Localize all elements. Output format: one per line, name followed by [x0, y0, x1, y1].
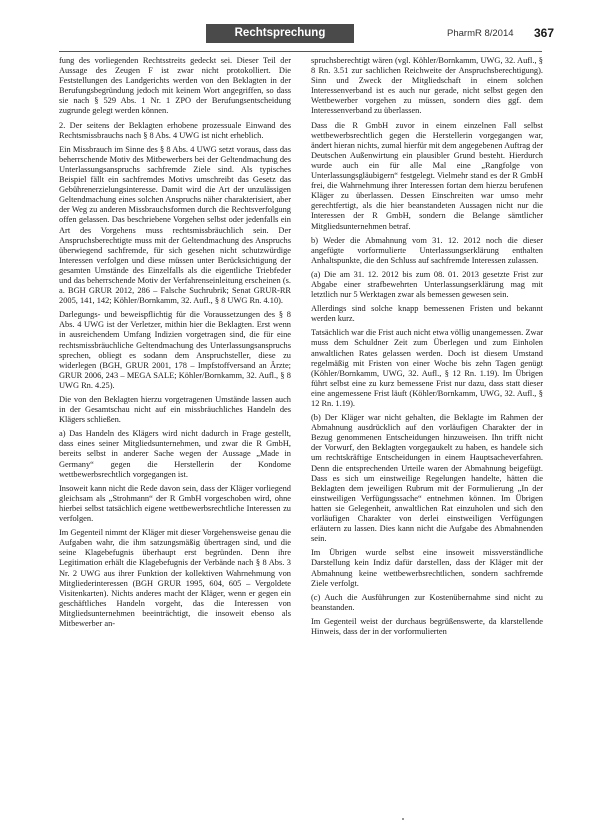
- paragraph: (c) Auch die Ausführungen zur Kostenübernahme sind nicht zu beanstanden.: [311, 592, 543, 612]
- paragraph: Insoweit kann nicht die Rede davon sein, dass der Kläger vorliegend gleichsam als „Strohmann“ der R GmbH vorgeschoben wird, ohne hierbei selbst tatsächlich eigene wettbewerbsrechtliche Interessen zu verfolgen.: [59, 483, 291, 524]
- paragraph: Darlegungs- und beweispflichtig für die Voraussetzungen des § 8 Abs. 4 UWG ist der Verletzer, mithin hier die Beklagten. Erst wenn in ausreichendem Umfang Indizien vorgetragen sind, die für eine rechtsmissbräuchliche Geltendmachung des Unterlassungsanspruchs sprechen, obliegt es sodann dem Anspruchsteller, diese zu widerlegen (BGH, GRUR 2001, 178 – Impfstoffversand an Ärzte; GRUR 2006, 243 – MEGA SALE; Köhler/Bornkamm, 32. Aufl., § 8 UWG Rn. 4.25).: [59, 310, 291, 390]
- paragraph: Tatsächlich war die Frist auch nicht etwa völlig unangemessen. Zwar muss dem Schuldner Zeit zum Überlegen und zum Einholen anwaltlichen Rates gelassen werden. Doch ist diesem Umstand regelmäßig mit Fristen von einer Woche bis zehn Tagen genügt (Köhler/Bornkamm, UWG, 32. Aufl., § 12 Rn. 1.19). Im Übrigen führt selbst eine zu kurz bemessene Frist nur dazu, dass statt dieser eine angemessene Frist läuft (Köhler/Bornkamm, UWG, 32. Aufl., § 12 Rn. 1.19).: [311, 328, 543, 408]
- left-column: [59, 56, 291, 816]
- paragraph: Dass die R GmbH zuvor in einem einzelnen Fall selbst wettbewerbsrechtlich gegen die Herstellerin vorgegangen war, ändert hieran nichts, zumal hierfür mit dem angegebenen Auftrag der Deutschen Außenwirtung ein plausibler Grund besteht. Hierdurch wurde auch ein für alle Mal eine „Rangfolge von Unterlassungsgläubigern“ festgelegt. Vielmehr stand es der R GmbH frei, die Wahrnehmung ihrer Interessen fortan dem hierzu berufenen Kläger zu überlassen. Dessen Einschreiten war umso mehr gerechtfertigt, als die hier beanstandeten Aussagen nicht nur die Interessen der R GmbH, sondern die Belange sämtlicher Mitgliedsunternehmen betraf.: [311, 120, 543, 231]
- paragraph: Allerdings sind solche knapp bemessenen Fristen und bekannt werden kurz.: [311, 304, 543, 324]
- paragraph: fung des vorliegenden Rechtsstreits gedeckt sei. Dieser Teil der Aussage des Zeugen F ist zwar nicht protokolliert. Die Feststellungen des Landgerichts werden von den Beklagten in der Berufungsbegründung jedoch mit keinem Wort angegriffen, so dass sie nach § 529 Abs. 1 Nr. 1 ZPO der Berufungsentscheidung zugrunde gelegt werden können.: [59, 56, 291, 116]
- paragraph: spruchsberechtigt wären (vgl. Köhler/Bornkamm, UWG, 32. Aufl., § 8 Rn. 3.51 zur sachlichen Reichweite der Anspruchsberechtigung). Sinn und Zweck der Mitgliedschaft in einem solchen Interessenverband ist es auch nur gerade, nicht selbst gegen den Wettbewerber vorgehen zu müssen, sondern dies ggf. dem Interessenverband zu überlassen.: [311, 56, 543, 116]
- paragraph: Im Übrigen wurde selbst eine insoweit missverständliche Darstellung kein Indiz dafür darstellen, dass der Kläger mit der Abmahnung keine wettbewerbsrechtlichen, sondern sachfremde Ziele verfolgt.: [311, 548, 543, 588]
- paragraph: (b) Der Kläger war nicht gehalten, die Beklagte im Rahmen der Abmahnung ausdrücklich auf den vorläufigen Charakter der in Bezug genommenen Entscheidungen hinzuweisen. Ihn trifft nicht der Vorwurf, den Beklagten vorgegaukelt zu haben, es handele sich um rechtskräftige Entscheidungen in einem Hauptsacheverfahren. Denn die entsprechenden Urteile waren der Abmahnung beigefügt. Dass es sich um einstweilige Regelungen handelte, hätten die Beklagten dem jeweiligen Rubrum mit der Formulierung „In der einstweiligen Verfügungssache“ entnehmen können. Im Übrigen hatten sie Gelegenheit, anwaltlichen Rat einzuholen und sich den vorläufigen Charakter von derlei einstweiligen Verfügungen erläutern zu lassen. Dies kann nicht die Aufgabe des Abmahnenden sein.: [311, 413, 543, 544]
- paragraph: 2. Der seitens der Beklagten erhobene prozessuale Einwand des Rechtsmissbrauchs nach § 8 Abs. 4 UWG ist nicht erheblich.: [59, 120, 291, 140]
- paragraph: Die von den Beklagten hierzu vorgetragenen Umstände lassen auch in der Gesamtschau nicht auf ein missbräuchliches Handeln des Klägers schließen.: [59, 395, 291, 425]
- paragraph: Im Gegenteil weist der durchaus begrüßenswerte, da klarstellende Hinweis, dass der in der vorformulierten: [311, 616, 543, 636]
- paragraph: Ein Missbrauch im Sinne des § 8 Abs. 4 UWG setzt voraus, dass das beherrschende Motiv des Mitbewerbers bei der Geltendmachung des Unterlassungsanspruchs sachfremde Ziele sind. Als typisches Beispiel fällt ein sachfremdes Motivs umschreibt das Gesetz das Gebührenerzielungsinteresse. Damit wird die Art der unzulässigen Geltendmachung eines solchen Anspruchs näher charakterisiert, aber der Weg zu anderen Missbrauchsformen durch die Rechtsverfolgung offen gelassen. Das beschriebene Vorgehen selbst oder jedenfalls ein Art des Vorgehens muss rechtsmissbräuchlich sein. Der Anspruchsberechtigte muss mit der Geltendmachung des Anspruchs überwiegend sachfremde, für sich gesehen nicht schutzwürdige Interessen verfolgen und diese müssen unter Berücksichtigung der gesamten Umstände des Einzelfalls als die eigentliche Triebfeder und das beherrschende Motiv der Verfahrenseinleitung erscheinen (s. a. BGH GRUR 2012, 286 – Falsche Suchrubrik; Senat GRUR-RR 2005, 141, 142; Köhler/Bornkamm, 32. Aufl., § 8 UWG Rn. 4.10).: [59, 144, 291, 306]
- page-number: 367: [534, 26, 555, 40]
- paragraph: b) Weder die Abmahnung vom 31. 12. 2012 noch die dieser angefügte vorformulierte Unterlassungserklärung enthalten Anhaltspunkte, die den Schluss auf sachfremde Interessen zulassen.: [311, 235, 543, 265]
- journal-reference: PharmR 8/2014: [447, 28, 514, 39]
- right-column: [311, 56, 543, 816]
- paragraph: Im Gegenteil nimmt der Kläger mit dieser Vorgehensweise genau die Aufgaben wahr, die ihm satzungsmäßig übertragen sind, und die seine Klagebefugnis überhaupt erst begründen. Denn ihre Legitimation erhält die Klagebefugnis der Verbände nach § 8 Abs. 3 Nr. 2 UWG aus ihrer Funktion der kollektiven Wahrnehmung von Mitgliederinteressen (BGH GRUR 1995, 604, 605 – Vergoldete Visitenkarten). Nichts anderes macht der Kläger, wenn er gegen ein geschäftliches Handeln vorgeht, das die Interessen von Mitgliedsunternehmen beeinträchtigt, die insoweit ebenso als Mitbewerber an-: [59, 528, 291, 628]
- paragraph: (a) Die am 31. 12. 2012 bis zum 08. 01. 2013 gesetzte Frist zur Abgabe einer strafbewehrten Unterlassungserklärung mag mit letztlich nur 5 Werktagen zwar als bemessen gewesen sein.: [311, 269, 543, 300]
- header-rule: [59, 51, 542, 52]
- section-header: [206, 24, 354, 43]
- paragraph: a) Das Handeln des Klägers wird nicht dadurch in Frage gestellt, dass eines seiner Mitgliedsunternehmen, und zwar die R GmbH, bereits selbst in anderer Sache wegen der Aussage „Made in Germany“ gegen die Herstellerin der Kondome wettbewerbsrechtlich vorgegangen ist.: [59, 429, 291, 479]
- section-title: Rechtsprechung: [234, 27, 326, 39]
- page-mark: [402, 818, 404, 820]
